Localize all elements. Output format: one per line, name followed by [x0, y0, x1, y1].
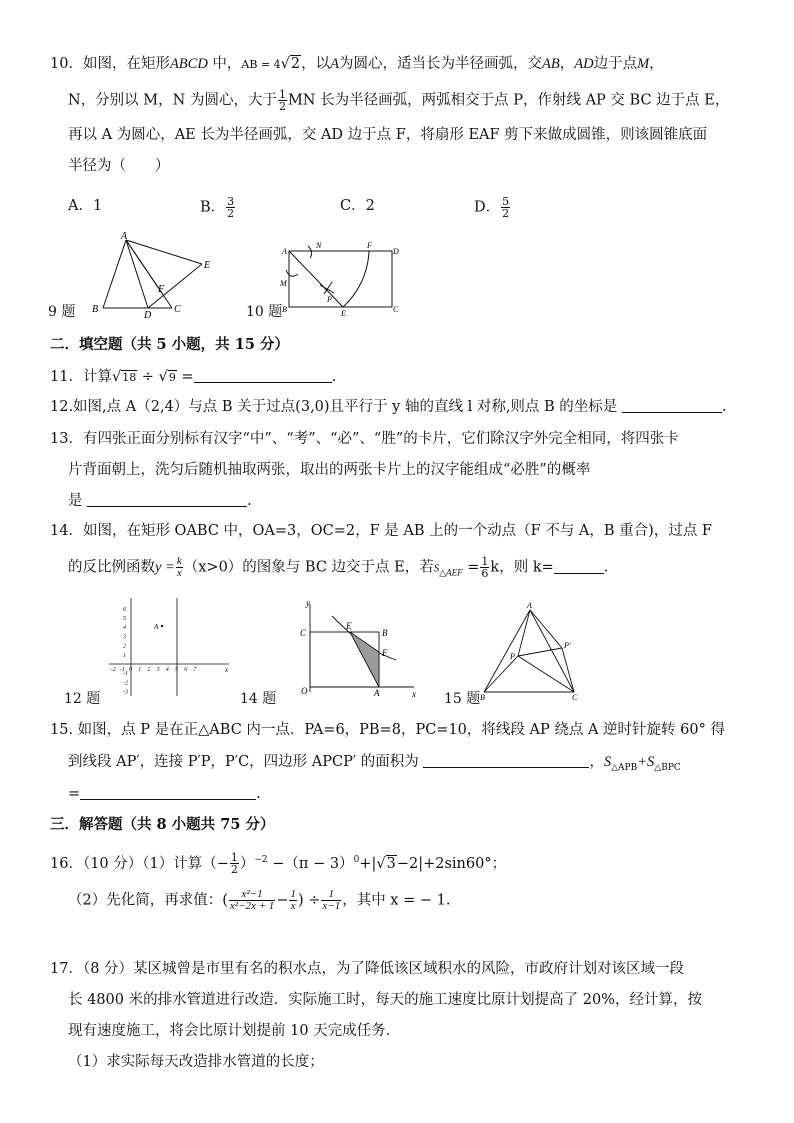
q10-point: M — [637, 56, 650, 72]
q14-area-sub: △AEF — [439, 567, 463, 578]
q11-text: ÷ — [137, 369, 159, 385]
q11-answer-blank[interactable] — [194, 368, 332, 383]
q16-text: ） — [239, 855, 255, 872]
y-tick-label: 3 — [123, 634, 126, 641]
q12-answer-blank[interactable] — [622, 398, 722, 413]
q10-seg: AD — [574, 56, 594, 72]
option-frac — [501, 196, 510, 219]
label-a: A — [282, 247, 287, 256]
q10-text: 为圆心，适当长为半径画弧，交 — [339, 56, 543, 72]
q14-answer-blank[interactable] — [554, 559, 604, 574]
label-b: B — [480, 693, 485, 702]
x-label: x — [225, 666, 229, 674]
seg-ab — [484, 610, 530, 692]
q17-line1: 17．（8 分）某区城曾是市里有名的积水点，为了降低该区域积水的风险，市政府计划对该区域一段 — [50, 961, 685, 977]
x-tick-label: 3 — [156, 667, 160, 673]
q10-text: 中， — [207, 56, 242, 72]
label-e: E — [204, 260, 211, 271]
label-c: C — [572, 693, 578, 702]
x-tick-label: 7 — [193, 667, 197, 673]
frac-num: 1 — [278, 88, 286, 101]
point-a — [161, 625, 163, 627]
label-b: B — [382, 628, 388, 638]
label-b: B — [282, 305, 287, 314]
label-e: E — [346, 621, 352, 631]
q16-sqrt: 3 — [386, 855, 396, 872]
frac-den: 2 — [278, 100, 286, 113]
figure-12-caption: 12 题 — [64, 691, 101, 707]
q14-text: k，则 k= — [490, 559, 554, 576]
q14-text: （x>0）的图象与 BC 边交于点 E，若 — [183, 559, 434, 576]
seg-ad — [126, 240, 148, 308]
label-f: F — [367, 241, 372, 250]
frac-num: 1 — [321, 889, 341, 901]
q10-rect-name: ABCD — [169, 56, 208, 72]
q16-text: +| — [359, 855, 377, 872]
frac-den: 6 — [481, 567, 489, 580]
figure-9-caption: 9 题 — [48, 304, 76, 320]
q10-text: N，分别以 M，N 为圆心，大于 — [68, 92, 277, 109]
label-f: F — [382, 648, 388, 658]
q11-sqrt-18: 18 — [122, 371, 137, 384]
q10-line1: 10．如图，在矩形ABCD 中，AB = 4√2，以A为圆心，适当长为半径画弧，交AB，AD边于点M， — [50, 56, 664, 72]
q11-text: = — [176, 369, 194, 385]
figure-14-caption: 14 题 — [240, 691, 277, 707]
q15-text: 到线段 AP′，连接 P′P，P′C，四边形 APCP′ 的面积为 — [68, 754, 419, 770]
label-c: C — [393, 305, 399, 314]
frac-num: x²−1 — [229, 889, 275, 901]
label-p: P — [510, 652, 515, 661]
figure-15-caption: 15 题 — [444, 691, 481, 707]
label-p-prime: P′ — [564, 641, 571, 650]
q16-part1: 16．（10 分）（1）计算（− $\frac{1}{2}$ ）$^{-2} -(\pi - 3)^0+|√3-2|+2\sin 60^\circ$； — [50, 851, 507, 877]
q15-answer-blank-1[interactable] — [423, 753, 589, 768]
q13-text: . — [247, 493, 252, 509]
label-m: M — [280, 279, 287, 288]
q11-sqrt-9: 9 — [168, 371, 176, 384]
q16-exp: 0 — [353, 855, 360, 865]
seg-pp2 — [518, 648, 562, 656]
frac-num: 5 — [502, 195, 510, 208]
frac-den: 2 — [502, 207, 510, 220]
q13-line1: 13．有四张正面分别标有汉字“中”、“考”、“必”、“胜”的卡片，它们除汉字外完全相同，将四张卡 — [50, 431, 679, 447]
label-o: O — [301, 686, 308, 696]
q15-text: = — [68, 786, 81, 802]
y-tick-label: 1 — [123, 652, 126, 659]
q14-text: 的反比例函数 — [68, 559, 155, 576]
label-c: C — [300, 628, 307, 638]
q12-text: 12.如图,点 A（2,4）与点 B 关于过点(3,0)且平行于 y 轴的直线 l 对称,则点 B 的坐标是 — [50, 399, 618, 415]
figure-10-caption: 10 题 — [246, 304, 283, 320]
y-tick-label: -1 — [123, 671, 128, 678]
figure-10 — [280, 240, 405, 318]
q12-text: . — [721, 399, 727, 415]
frac-den: x — [290, 900, 296, 912]
seg-ae — [126, 240, 202, 264]
q12 — [50, 397, 727, 417]
frac-den: x−1 — [322, 900, 341, 912]
x-tick-label: 5 — [175, 667, 178, 673]
section-2-heading: 二．填空题（共 5 小题，共 15 分） — [50, 336, 289, 353]
q13-answer-blank[interactable] — [87, 492, 247, 507]
q13-line3 — [68, 491, 252, 511]
q10-sqrt: 2 — [290, 56, 301, 72]
option-text: B． — [200, 199, 226, 216]
q16-text: ，其中 x = − 1. — [342, 892, 451, 909]
frac-den: 2 — [227, 207, 235, 220]
q10-text: 再以 A 为圆心，AE 长为半径画弧，交 AD 边于点 F，将扇形 EAF 剪下来做成圆锥，则该圆锥底面 — [68, 127, 708, 143]
frac-num: 1 — [290, 888, 296, 900]
q10-half — [278, 89, 287, 112]
arc-n — [308, 246, 312, 258]
frac-num: 1 — [481, 555, 489, 568]
q17-line2: 长 4800 米的排水管道进行改造．实际施工时，每天的施工速度比原计划提高了 20%，经计算，按 — [68, 992, 702, 1008]
q15-answer-blank-2[interactable] — [80, 785, 256, 800]
q14-area: S — [433, 562, 440, 575]
triangle-aef — [350, 632, 379, 687]
q16-text: ) ÷ — [297, 892, 321, 909]
q14-text: = — [462, 559, 480, 576]
q15-sub: △BPC — [654, 762, 681, 773]
x-tick-label: 1 — [138, 667, 142, 673]
label-p: P — [327, 295, 332, 304]
q13-line2: 片背面朝上，洗匀后随机抽取两张，取出的两张卡片上的汉字能组成“必胜”的概率 — [68, 462, 591, 478]
q10-text: 边于点 — [593, 56, 638, 72]
q15-area: S — [603, 754, 612, 770]
q16-text: −（π − 3） — [267, 855, 354, 872]
q14-k-over-x — [176, 556, 183, 579]
label-a: A — [154, 623, 159, 631]
arc-m — [286, 270, 298, 276]
q15-line2: 到线段 AP′，连接 P′P，P′C，四边形 APCP′ 的面积为 ，$S_{\triangle APB}+S_{\triangle BPC}$ — [68, 754, 681, 773]
figure-9 — [90, 231, 225, 321]
y-tick-label: -2 — [123, 680, 128, 687]
label-n: N — [316, 241, 322, 250]
q10-option-d — [474, 196, 511, 219]
q16-text: （2）先化简，再求值：( — [68, 892, 228, 909]
x-tick-label: 2 — [147, 667, 151, 673]
q10-text: 半径为（ ） — [68, 158, 170, 174]
q15-text: . — [256, 786, 261, 802]
q10-line2 — [68, 89, 729, 112]
section-3-heading: 三．解答题（共 8 小题共 75 分） — [50, 816, 275, 833]
q10-text: 10．如图，在矩形 — [50, 56, 170, 72]
q10-seg: AB — [542, 56, 560, 72]
q16-text: − — [276, 892, 289, 909]
q10-text: MN 长为半径画弧，两弧相交于点 P，作射线 AP 交 BC 边于点 E， — [287, 92, 730, 109]
q11-text: . — [331, 369, 337, 385]
q17-line4: （1）求实际每天改造排水管道的长度； — [68, 1054, 324, 1070]
option-text: C．2 — [340, 198, 375, 214]
q11: 11．计算√18 ÷ √9 = . — [50, 369, 337, 385]
label-d: D — [144, 310, 152, 321]
q14-text: . — [603, 559, 609, 576]
label-d: D — [393, 247, 399, 256]
figure-15 — [470, 600, 590, 700]
q16-frac-2 — [289, 889, 297, 912]
seg-ap — [518, 610, 530, 656]
label-c: C — [174, 304, 181, 315]
q16-text: −2|+2sin60°； — [396, 855, 507, 872]
q10-text: ， — [559, 56, 575, 72]
q10-line3 — [68, 125, 707, 145]
option-text: A．1 — [68, 198, 103, 214]
frac-den: x²−2x + 1 — [229, 900, 275, 912]
q10-line4 — [68, 156, 170, 176]
q16-frac-3 — [321, 889, 341, 912]
q17-line3: 现有速度施工，将会比原计划提前 10 天完成任务． — [68, 1023, 401, 1039]
q14-one-sixth — [480, 556, 489, 579]
label-e: E — [341, 309, 346, 318]
figure-14 — [296, 600, 421, 698]
q10-text: ， — [649, 56, 664, 72]
seg-ab — [103, 240, 126, 308]
x-tick-label: -1 — [119, 667, 125, 673]
y-tick-label: 4 — [123, 625, 126, 632]
frac-den: x — [176, 567, 182, 579]
q14-line1: 14．如图，在矩形 OABC 中，OA=3，OC=2，F 是 AB 上的一个动点（F 不与 A，B 重合)，过点 F — [50, 523, 712, 539]
q11-text: 11．计算 — [50, 369, 112, 385]
q15-line1: 15. 如图，点 P 是在正△ABC 内一点．PA=6，PB=8，PC=10，将线段 AP 绕点 A 逆时针旋转 60° 得 — [50, 722, 725, 738]
frac-num: k — [176, 555, 182, 567]
q10-option-b — [200, 196, 236, 219]
label-a: A — [527, 601, 532, 610]
ray-ap — [289, 251, 343, 307]
y-tick-label: -3 — [123, 689, 128, 696]
x-tick-label: 6 — [184, 667, 188, 673]
figure-12 — [105, 592, 235, 702]
q16-frac-1 — [229, 889, 275, 912]
y-tick-label: 2 — [123, 643, 126, 650]
label-y: y — [306, 598, 310, 608]
seg-ac — [530, 610, 574, 692]
x-tick-label: -2 — [110, 667, 116, 673]
y-tick-label: 5 — [123, 616, 126, 622]
arc-ef — [343, 251, 369, 307]
q10-point: A — [330, 56, 340, 72]
seg-af — [126, 240, 162, 293]
rect-abcd — [289, 251, 392, 307]
q16-text: 16．（10 分）（1）计算（− — [50, 855, 229, 872]
seg-ed — [148, 264, 202, 308]
frac-num: 3 — [227, 195, 235, 208]
q10-text: ，以 — [301, 56, 331, 72]
q14-line2 — [68, 556, 608, 582]
q13-text: 是 — [68, 493, 83, 509]
y-tick-label: 6 — [123, 606, 126, 613]
label-b: B — [92, 304, 99, 315]
option-text: D． — [474, 199, 501, 216]
frac-num: 1 — [230, 851, 238, 865]
q10-option-c — [340, 196, 375, 216]
frac-den: 2 — [230, 863, 238, 877]
label-a: A — [121, 231, 128, 242]
q10-ab-value: AB = 4 — [241, 58, 281, 71]
label-f: F — [158, 284, 165, 295]
q15-sub: △APB — [611, 762, 638, 773]
option-frac — [226, 196, 235, 219]
q16-half — [230, 852, 239, 875]
seg-ap2 — [530, 610, 562, 648]
q16-part2 — [68, 889, 450, 912]
label-x: x — [412, 689, 416, 699]
x-tick-label: 4 — [165, 667, 169, 673]
q16-exp: −2 — [254, 855, 268, 865]
q15-line3 — [68, 784, 261, 804]
q10-option-a — [68, 196, 102, 216]
x-tick-label: 0 — [129, 667, 132, 673]
q14-func: y = — [155, 559, 175, 576]
q15-area: +S — [637, 754, 655, 770]
label-a: A — [374, 688, 380, 698]
